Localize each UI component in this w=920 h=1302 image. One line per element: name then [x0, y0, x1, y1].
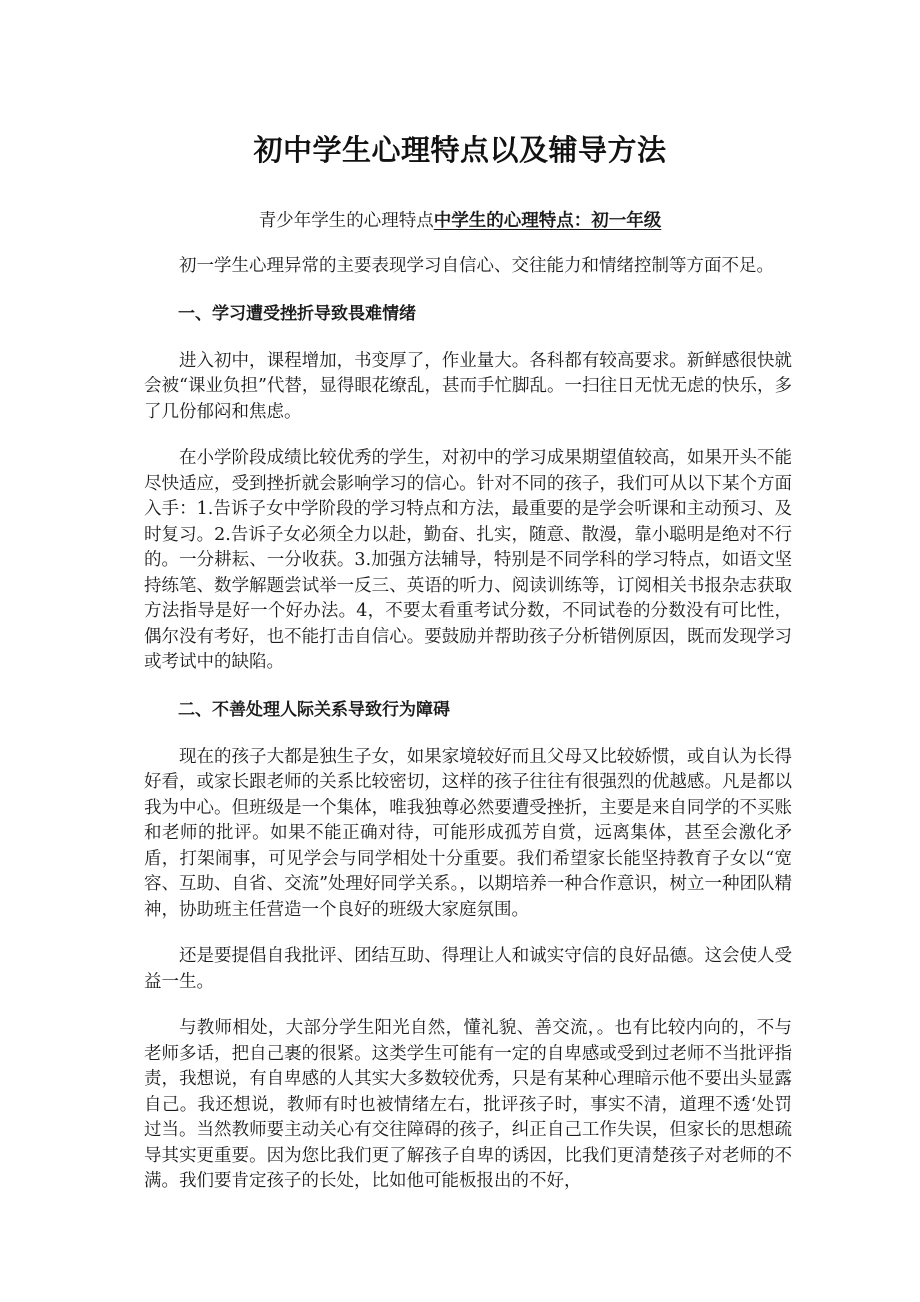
subtitle-bold: 中学生的心理特点：初一年级	[433, 211, 662, 231]
document-body	[144, 254, 792, 1216]
paragraph: 现在的孩子大都是独生子女，如果家境较好而且父母又比较娇惯，或自认为长得好看，或家长跟老师的关系比较密切，这样的孩子往往有很强烈的优越感。凡是都以我为中心。但班级是一个集体，唯我独尊必然要遭受挫折，主要是来自同学的不买账和老师的批评。如果不能正确对待，可能形成孤芳自赏，远离集体，甚至会激化矛盾，打架闹事，可见学会与同学相处十分重要。我们希望家长能坚持教育子女以“宽容、互助、自省、交流”处理好同学关系。，以期培养一种合作意识，树立一种团队精神，协助班主任营造一个良好的班级大家庭氛围。	[144, 746, 792, 920]
section-heading: 二、不善处理人际关系导致行为障碍	[178, 699, 450, 720]
paragraph: 与教师相处，大部分学生阳光自然，懂礼貌、善交流，。也有比较内向的，不与老师多话，把自己裹的很紧。这类学生可能有一定的自卑感或受到过老师不当批评指责，我想说，有自卑感的人其实大多数较优秀，只是有某种心理暗示他不要出头显露自己。我还想说，教师有时也被情绪左右，批评孩子时，事实不清，道理不透‘处罚过当。当然教师要主动关心有交往障碍的孩子，纠正自己工作失误，但家长的思想疏导其实更重要。因为您比我们更了解孩子自卑的诱因，比我们更清楚孩子对老师的不满。我们要肯定孩子的长处，比如他可能板报出的不好，	[144, 1018, 792, 1191]
document-subtitle	[0, 208, 920, 234]
subtitle-plain: 青少年学生的心理特点	[258, 211, 434, 231]
document-title: 初中学生心理特点以及辅导方法	[253, 133, 667, 167]
section-heading: 一、学习遭受挫折导致畏难情绪	[178, 303, 416, 324]
paragraph: 在小学阶段成绩比较优秀的学生，对初中的学习成果期望值较高，如果开头不能尽快适应，受到挫折就会影响学习的信心。针对不同的孩子，我们可从以下某个方面入手：1.告诉子女中学阶段的学习特点和方法，最重要的是学会听课和主动预习、及时复习。2.告诉子女必须全力以赴，勤奋、扎实，随意、散漫，靠小聪明是绝对不行的。一分耕耘、一分收获。3.加强方法辅导，特别是不同学科的学习特点，如语文坚持练笔、数学解题尝试举一反三、英语的听力、阅读训练等，订阅相关书报杂志获取方法指导是好一个好办法。4，不要太看重考试分数，不同试卷的分数没有可比性，偶尔没有考好，也不能打击自信心。要鼓励并帮助孩子分析错例原因，既而发现学习或考试中的缺陷。	[144, 448, 792, 672]
paragraph: 进入初中，课程增加，书变厚了，作业量大。各科都有较高要求。新鲜感很快就会被“课业负担”代替，显得眼花缭乱，甚而手忙脚乱。一扫往日无忧无虑的快乐，多了几份郁闷和焦虑。	[144, 350, 792, 422]
paragraph: 还是要提倡自我批评、团结互助、得理让人和诚实守信的良好品德。这会使人受益一生。	[144, 946, 792, 992]
intro-paragraph: 初一学生心理异常的主要表现学习自信心、交往能力和情绪控制等方面不足。	[179, 256, 774, 276]
